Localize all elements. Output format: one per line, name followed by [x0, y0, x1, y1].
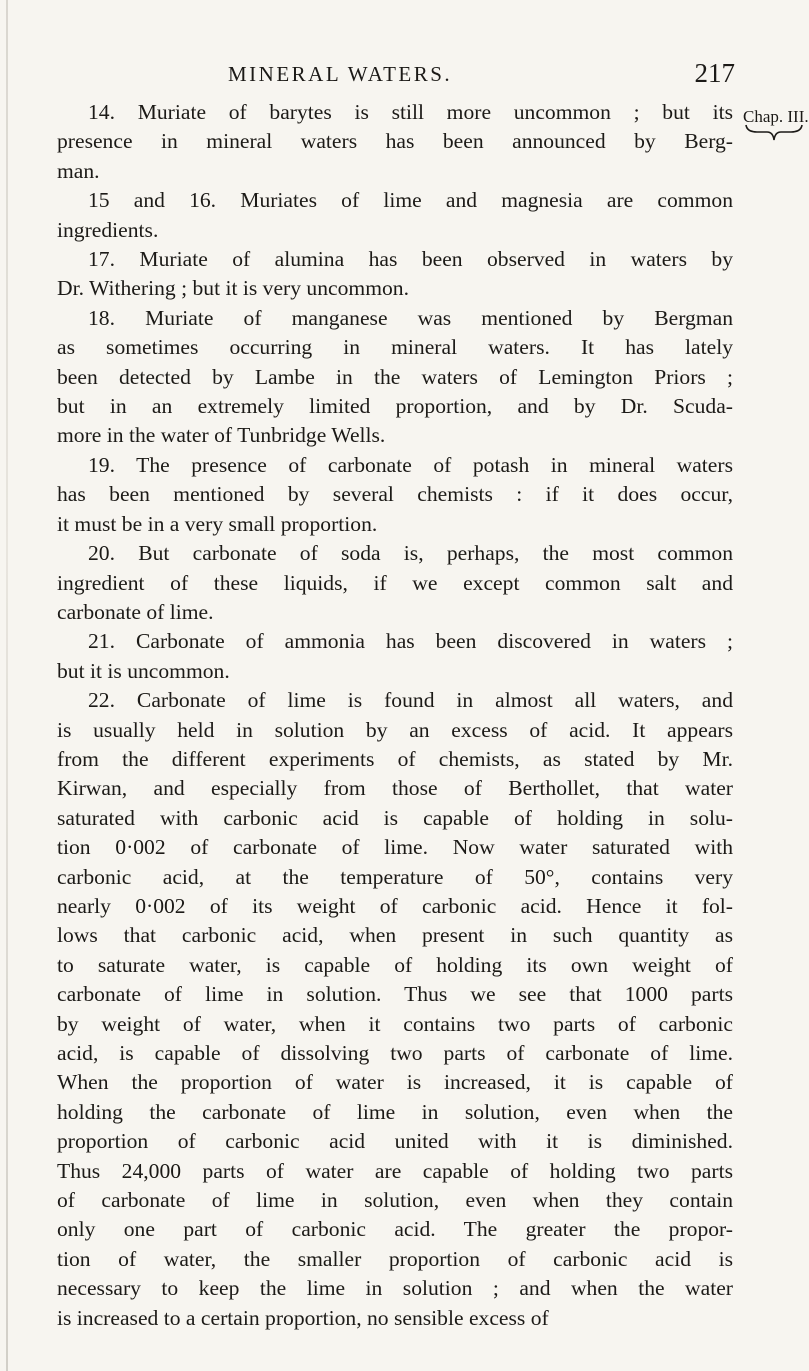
- text-line: to saturate water, is capable of holding its own weight of: [57, 952, 733, 977]
- text-line: ingredient of these liquids, if we except common salt and: [57, 570, 733, 595]
- text-line: been detected by Lambe in the waters of Lemington Priors ;: [57, 364, 733, 389]
- text-line: 18. Muriate of manganese was mentioned by Bergman: [88, 305, 733, 330]
- page-header: [0, 58, 800, 98]
- text-line: 22. Carbonate of lime is found in almost all waters, and: [88, 688, 733, 713]
- text-line: 21. Carbonate of ammonia has been discovered in waters ;: [88, 629, 733, 654]
- text-line: by weight of water, when it contains two parts of carbonic: [57, 1011, 733, 1036]
- text-line: Thus 24,000 parts of water are capable of holding two parts: [57, 1158, 733, 1183]
- text-line: 19. The presence of carbonate of potash in mineral waters: [88, 452, 733, 477]
- paragraph-1: [57, 98, 733, 186]
- paragraph-6: [57, 539, 733, 627]
- text-line: more in the water of Tunbridge Wells.: [57, 423, 386, 448]
- text-line: Dr. Withering ; but it is very uncommon.: [57, 276, 409, 301]
- text-line: man.: [57, 158, 100, 183]
- text-line: 17. Muriate of alumina has been observed in waters by: [88, 247, 733, 272]
- text-line: holding the carbonate of lime in solution, even when the: [57, 1099, 733, 1124]
- text-line: tion of water, the smaller proportion of carbonic acid is: [57, 1246, 733, 1271]
- text-line: carbonate of lime.: [57, 599, 214, 624]
- text-line: Kirwan, and especially from those of Berthollet, that water: [57, 776, 733, 801]
- body-text: [57, 98, 733, 1333]
- paragraph-5: [57, 451, 733, 539]
- text-line: from the different experiments of chemists, as stated by Mr.: [57, 746, 733, 771]
- paragraph-4: [57, 304, 733, 451]
- text-line: 15 and 16. Muriates of lime and magnesia are common: [88, 188, 733, 213]
- text-line: tion 0·002 of carbonate of lime. Now water saturated with: [57, 835, 733, 860]
- text-line: 14. Muriate of barytes is still more uncommon ; but its: [88, 100, 733, 124]
- text-line: necessary to keep the lime in solution ; and when the water: [57, 1276, 733, 1301]
- text-line: carbonic acid, at the temperature of 50°, contains very: [57, 864, 733, 889]
- paragraph-8: [57, 686, 733, 1333]
- margin-note-chapter: Chap. III.: [743, 107, 809, 126]
- text-line: has been mentioned by several chemists : if it does occur,: [57, 482, 733, 507]
- text-line: acid, is capable of dissolving two parts of carbonate of lime.: [57, 1041, 733, 1065]
- paragraph-2: [57, 186, 733, 245]
- text-line: presence in mineral waters has been announced by Berg-: [57, 129, 733, 154]
- running-head: MINERAL WATERS.: [228, 62, 453, 86]
- text-line: of carbonate of lime in solution, even when they contain: [57, 1188, 733, 1213]
- text-line: is usually held in solution by an excess of acid. It appears: [57, 717, 733, 742]
- text-line: it must be in a very small proportion.: [57, 511, 378, 536]
- text-line: proportion of carbonic acid united with it is diminished.: [57, 1129, 733, 1154]
- text-line: only one part of carbonic acid. The greater the propor-: [57, 1217, 733, 1242]
- paragraph-3: [57, 245, 733, 304]
- text-line: nearly 0·002 of its weight of carbonic acid. Hence it fol-: [57, 893, 733, 918]
- text-line: ingredients.: [57, 217, 159, 242]
- text-line: but in an extremely limited proportion, and by Dr. Scuda-: [57, 394, 733, 419]
- text-line: saturated with carbonic acid is capable of holding in solu-: [57, 805, 733, 830]
- text-line: When the proportion of water is increased, it is capable of: [57, 1070, 733, 1095]
- margin-brace-icon: [743, 122, 805, 146]
- binding-edge: [6, 0, 8, 1371]
- page-number: 217: [694, 58, 735, 88]
- text-line: lows that carbonic acid, when present in such quantity as: [57, 923, 733, 948]
- text-line: as sometimes occurring in mineral waters. It has lately: [57, 335, 733, 360]
- text-line: but it is uncommon.: [57, 658, 230, 683]
- text-line: 20. But carbonate of soda is, perhaps, the most common: [88, 541, 733, 566]
- text-line: carbonate of lime in solution. Thus we see that 1000 parts: [57, 982, 733, 1007]
- text-line: is increased to a certain proportion, no sensible excess of: [57, 1305, 549, 1330]
- paragraph-7: [57, 627, 733, 686]
